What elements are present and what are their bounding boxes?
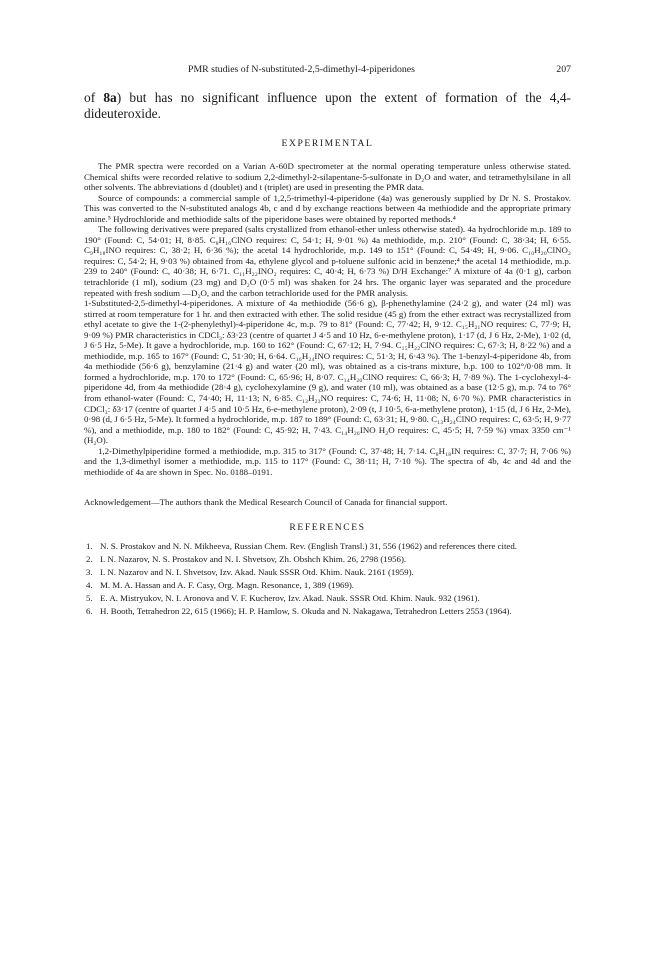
page-number: 207 [556, 64, 571, 75]
reference-number: 6. [86, 606, 93, 617]
reference-item [84, 593, 571, 604]
paragraph-substituted-piperidones: 1-Substituted-2,5-dimethyl-4-piperidones. A mixture of 4a methiodide (56·6 g), β-phenethylamine (24·2 g), and water (24 ml) was stirred at room temperature for 1 hr. and then extracted with ether. The solid residue (45 g) from the ether extract was recrystallized from ethyl acetate to give the 1-(2-phenylethyl)-4-piperidone 4c, m.p. 79 to 81° (Found: C, 77·42; H, 9·12. C₁₅H₂₁NO requires: C, 77·9; H, 9·09 %) PMR characteristics in CDCl₃: δ3·23 (centre of quartet J 4·5 and 10 Hz, 6-e-methylene proton), 1·17 (d, J 6 Hz, 2-Me), 1·02 (d, J 6·5 Hz, 5-Me). It gave a hydrochloride, m.p. 160 to 162° (Found: C, 67·12; H, 7·94. C₁₅H₂₂ClNO requires: C, 67·3; H, 8·22 %) and a methiodide, m.p. 165 to 167° (Found: C, 51·30; H, 6·64. C₁₆H₂₄INO requires: C, 51·3; H, 6·43 %). The 1-benzyl-4-piperidone 4b, from 4a methiodide (56·6 g), benzylamine (21·4 g) and water (20 ml), was obtained as a cis-trans mixture, b.p. 100 to 102°/0·08 mm. It formed a hydrochloride, m.p. 170 to 172° (Found: C, 65·96; H, 8·07. C₁₄H₂₀ClNO requires: C, 66·3; H, 7·89 %). The 1-cyclohexyl-4-piperidone 4d, from 4a methiodide (28·4 g), cyclohexylamine (9 g), and water (10 ml), was obtained as a base (12·5 g), m.p. 74 to 76° from ethanol-water (Found: C, 74·40; H, 11·13; N, 6·85. C₁₃H₂₃NO requires: C, 74·6; H, 11·08; N, 6·70 %). PMR characteristics in CDCl₃: δ3·17 (centre of quartet J 4·5 and 10·5 Hz, 6-e-methylene proton), 2·09 (t, J 10·5, 6-a-methylene proton), 1·15 (d, J 6 Hz, 2-Me), 0·98 (d, J 6·5 Hz, 5-Me). It formed a hydrochloride, m.p. 187 to 189° (Found: C, 63·31; H, 9·80. C₁₃H₂₄ClNO requires: C, 63·5; H, 9·77 %), and a methiodide, m.p. 180 to 182° (Found: C, 45·92; H, 7·43. C₁₄H₂₆INO H₂O requires: C, 45·5; H, 7·59 %) νmax 3350 cm⁻¹ (H₂O). [84, 298, 571, 446]
experimental-body [84, 161, 571, 477]
reference-number: 3. [86, 567, 93, 578]
running-head [84, 64, 571, 78]
reference-item [84, 554, 571, 565]
experimental-heading: EXPERIMENTAL [281, 138, 374, 149]
references-heading: REFERENCES [289, 521, 366, 533]
acknowledgement: Acknowledgement—The authors thank the Medical Research Council of Canada for financial support. [84, 497, 448, 508]
reference-number: 4. [86, 580, 93, 591]
reference-text: H. Booth, Tetrahedron 22, 615 (1966); H. P. Hamlow, S. Okuda and N. Nakagawa, Tetrahedron Letters 2553 (1964). [100, 606, 512, 617]
lead-text-start: of [84, 90, 104, 105]
reference-item [84, 541, 571, 552]
reference-list [84, 541, 571, 617]
paragraph-dimethylpiperidine: 1,2-Dimethylpiperidine formed a methiodide, m.p. 315 to 317° (Found: C, 37·48; H, 7·14. C₈H₁₈IN requires: C, 37·7; H, 7·06 %) and the 1,3-dimethyl isomer a methiodide, m.p. 115 to 117° (Found: C, 38·11; H, 7·10 %). The spectra of 4b, 4c and 4d and the methiodide of 4a are shown in Spec. No. 0188–0191. [84, 445, 571, 477]
reference-item [84, 606, 571, 617]
reference-item [84, 580, 571, 591]
journal-page [84, 64, 571, 620]
reference-number: 2. [86, 554, 93, 565]
reference-text: E. A. Mistryukov, N. I. Aronova and V. F. Kucherov, Izv. Akad. Nauk. SSSR Otd. Khim. Nauk. 932 (1961). [100, 593, 480, 604]
paragraph-pmr-methods: The PMR spectra were recorded on a Varian A-60D spectrometer at the normal operating temperature unless otherwise stated. Chemical shifts were recorded relative to sodium 2,2-dimethyl-2-silapentane-5-sulfonate in D₂O and water, and tetramethylsilane in all other solvents. The abbreviations d (doublet) and t (triplet) are used in presenting the PMR data. [84, 161, 571, 193]
reference-text: I. N. Nazarov and N. I. Shvetsov, Izv. Akad. Nauk SSSR Otd. Khim. Nauk. 2161 (1959). [100, 567, 414, 578]
paragraph-derivatives: The following derivatives were prepared (salts crystallized from ethanol-ether unless otherwise stated). 4a hydrochloride m.p. 189 to 190° (Found: C, 54·01; H, 8·85. C₈H₁₆ClNO requires: C, 54·1; H, 9·01 %) 4a methiodide, m.p. 210° (Found: C, 38·34; H, 6·55. C₉H₁₈INO requires: C, 38·2; H, 6·36 %); the acetal 14 hydrochloride, m.p. 149 to 151° (Found: C, 54·49; H, 9·06. C₁₀H₂₀ClNO₂ requires: C, 54·2; H, 9·03 %) obtained from 4a, ethylene glycol and p-toluene sulfonic acid in benzene;⁴ the acetal 14 methiodide, m.p. 239 to 240° (Found: C, 40·38; H, 6·71. C₁₁H₂₂INO₂ requires: C, 40·4; H, 6·73 %) D/H Exchange:⁷ A mixture of 4a (0·1 g), carbon tetrachloride (1 ml), sodium (23 mg) and D₂O (0·5 ml) was shaken for 24 hrs. The organic layer was separated and the procedure repeated with fresh sodium —D₂O, and the carbon tetrachloride used for the PMR analysis. [84, 224, 571, 298]
compound-reference: 8a [103, 90, 117, 105]
lead-text-end: ) but has no significant influence upon the extent of formation of the 4,4-dideuteroxide. [84, 90, 571, 121]
reference-text: M. M. A. Hassan and A. F. Casy, Org. Magn. Resonance, 1, 389 (1969). [100, 580, 355, 591]
continued-paragraph [84, 90, 571, 122]
reference-number: 5. [86, 593, 93, 604]
running-title: PMR studies of N-substituted-2,5-dimethyl-4-piperidones [188, 64, 415, 75]
reference-number: 1. [86, 540, 93, 551]
reference-text: I. N. Nazarov, N. S. Prostakov and N. I. Shvetsov, Zh. Obshch Khim. 26, 2798 (1956). [100, 554, 407, 565]
reference-text: N. S. Prostakov and N. N. Mikheeva, Russian Chem. Rev. (English Transl.) 31, 556 (1962) and references there cited. [100, 540, 517, 551]
reference-item [84, 567, 571, 578]
paragraph-source-of-compounds: Source of compounds: a commercial sample of 1,2,5-trimethyl-4-piperidone (4a) was generously supplied by Dr N. S. Prostakov. This was converted to the N-substituted analogs 4b, c and d by exchange reactions between 4a methiodide and the appropriate primary amine.⁵ Hydrochloride and methiodide salts of the piperidone bases were obtained by reported methods.⁴ [84, 192, 571, 224]
